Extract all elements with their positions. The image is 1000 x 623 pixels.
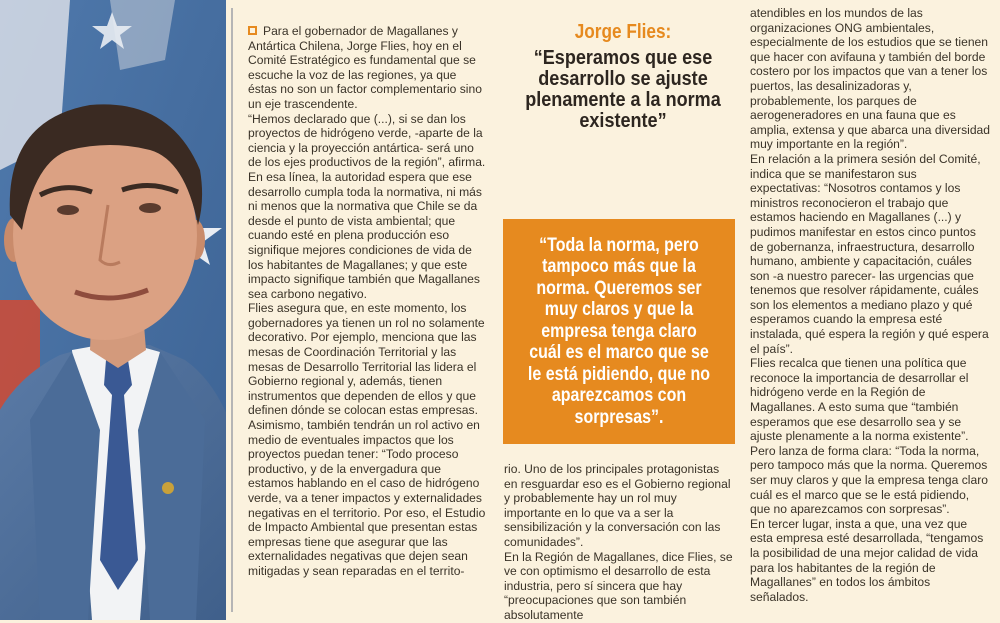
pull-quote-box bbox=[503, 219, 735, 444]
paragraph: En relación a la primera sesión del Comité, indica que se manifestaron sus expectativas: “Nosotros contamos y los ministros reconocieron el trabajo que estamos haciendo en Magallanes (...) y pudimos manifestar en estos cinco puntos de gobernanza, infraestructura, desarrollo humano, ambiente y capacitación, cuáles son -a nuestro parecer- las urgencias que tenemos que resolver rápidamente, cuáles son los elementos a mediano plazo y qué esperamos cuando la empresa esté instalada, qué espera la región y qué espera el país”. bbox=[750, 151, 989, 356]
article-column-1 bbox=[248, 24, 488, 579]
paragraph: rio. Uno de los principales protagonistas en resguardar eso es el Gobierno regional y probablemente hay un rol muy importante en lo que va a ser la sensibilización y la conversación con las comunidades”. bbox=[504, 462, 731, 549]
article-column-2 bbox=[504, 462, 734, 623]
heading-name: Jorge Flies: bbox=[574, 21, 672, 43]
section-bullet-icon bbox=[248, 26, 257, 35]
heading-quote: “Esperamos que ese desarrollo se ajuste plenamente a la norma existente” bbox=[525, 46, 721, 132]
portrait-photo bbox=[0, 0, 226, 620]
paragraph: Pero lanza de forma clara: “Toda la norma, pero tampoco más que la norma. Queremos ser muy claros y que la empresa tenga claro cuál es el marco que se le está pidiendo, que no aparezcamos con sorpresas”. bbox=[750, 443, 988, 517]
paragraph: “Hemos declarado que (...), si se dan los proyectos de hidrógeno verde, -aparte de la ciencia y la proyección antártica- será uno de los ejes productivos de la región”, afirma. En esa línea, la autoridad espera que ese desarrollo cumpla toda la normativa, ni más ni menos que la normativa que Chile se da desde el punto de vista ambiental; que cuando esté en plena producción eso signifique mejores condiciones de vida de los habitantes de Magallanes; y que este impacto signifique también que Magallanes sea carbono negativo. bbox=[248, 111, 486, 301]
article-column-3 bbox=[750, 6, 990, 604]
paragraph: atendibles en los mundos de las organizaciones ONG ambientales, especialmente de los estudios que se tienen que hacer con avifauna y también del borde costero por los impactos que van a tener los puertos, las desalinizadoras y, probablemente, los parques de aerogeneradores en una fauna que es amplia, extensa y que abarca una diversidad muy importante en la región”. bbox=[750, 6, 991, 152]
paragraph: Flies asegura que, en este momento, los gobernadores ya tienen un rol no solamente decorativo. Por ejemplo, menciona que las mesas de Coordinación Territorial y las mesas de Desarrollo Territorial las lidera el Gobierno regional y, además, tienen instrumentos que dependen de ellos y que definen dónde se colocan estas empresas. Asimismo, también tendrán un rol activo en medio de eventuales impactos que los proyectos puedan tener: “Todo proceso productivo, y de la envergadura que estamos hablando en el caso de hidrógeno verde, va a tener impactos y externalidades negativas en el territorio. Por eso, el Estudio de Impacto Ambiental que presentan estas empresas tiene que asegurar que las externalidades negativas que dejen sean mitigadas y sean reparadas en el territo- bbox=[248, 301, 486, 578]
pull-quote-text: “Toda la norma, pero tampoco más que la norma. Queremos ser muy claros y que la empresa tenga claro cuál es el marco que se le está pidiendo, que no aparezcamos con sorpresas”. bbox=[527, 233, 711, 428]
paragraph: En la Región de Magallanes, dice Flies, se ve con optimismo el desarrollo de esta industria, pero sí sincera que hay “preocupaciones que son también absolutamente bbox=[504, 549, 733, 622]
interview-heading bbox=[510, 20, 736, 131]
paragraph: Para el gobernador de Magallanes y Antártica Chilena, Jorge Flies, hoy en el Comité Estratégico es fundamental que se escuche la voz de las regiones, ya que éstas no son un factor complementario sino un eje trascendente. bbox=[248, 24, 482, 111]
paragraph: Flies recalca que tienen una política que reconoce la importancia de desarrollar el hidrógeno verde en la Región de Magallanes. A esto suma que “también esperamos que ese desarrollo sea y se ajuste plenamente a la norma existente”. bbox=[750, 356, 969, 444]
column-divider bbox=[231, 8, 233, 612]
paragraph: En tercer lugar, insta a que, una vez que esta empresa esté desarrollada, “tengamos la posibilidad de una mejor calidad de vida para los habitantes de la región de Magallanes” en todos los ámbitos señalados. bbox=[750, 516, 984, 604]
